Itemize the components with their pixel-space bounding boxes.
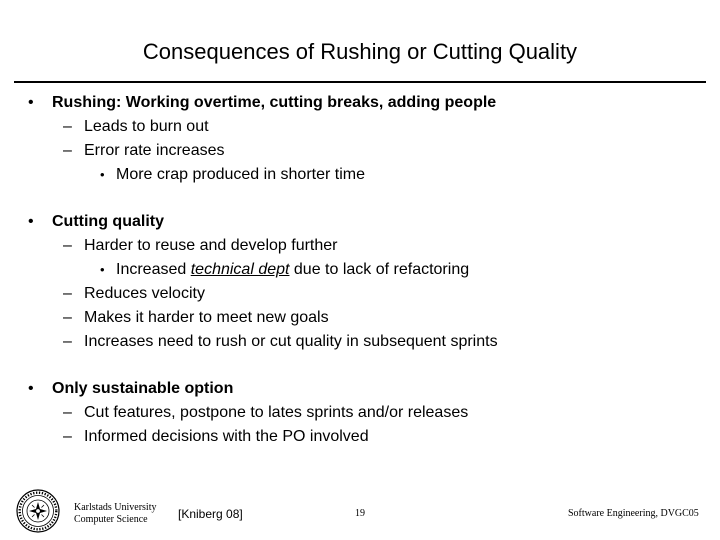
- subsub-prefix: Increased: [116, 261, 191, 278]
- footer-reference: [Kniberg 08]: [178, 507, 243, 521]
- footer-department: Computer Science: [74, 514, 148, 525]
- bullet-1-text: Rushing: Working overtime, cutting breaks, adding people: [52, 94, 497, 111]
- sub-marker: –: [63, 118, 72, 135]
- bullet-2-sub-1-sub-1: [116, 260, 469, 280]
- bullet-2-sub-3: Makes it harder to meet new goals: [84, 309, 329, 326]
- subsub-marker: •: [100, 262, 105, 277]
- bullet-3-text: Only sustainable option: [52, 380, 234, 397]
- sub-marker: –: [63, 285, 72, 302]
- bullet-2-text: Cutting quality: [52, 213, 164, 230]
- bullet-1-sub-2-sub-1: More crap produced in shorter time: [116, 166, 365, 183]
- bullet-1-sub-1: Leads to burn out: [84, 118, 209, 135]
- footer-course: Software Engineering, DVGC05: [568, 508, 699, 519]
- sub-marker: –: [63, 428, 72, 445]
- subsub-marker: •: [100, 167, 105, 182]
- bullet-3-sub-1: Cut features, postpone to lates sprints and/or releases: [84, 404, 469, 421]
- footer-university: Karlstads University: [74, 502, 157, 513]
- bullet-2-sub-1: Harder to reuse and develop further: [84, 237, 338, 254]
- sub-marker: –: [63, 142, 72, 159]
- bullet-2-sub-4: Increases need to rush or cut quality in subsequent sprints: [84, 333, 498, 350]
- title-divider: [14, 81, 706, 83]
- page-number: 19: [355, 508, 365, 519]
- sub-marker: –: [63, 404, 72, 421]
- sub-marker: –: [63, 333, 72, 350]
- slide-title: Consequences of Rushing or Cutting Quality: [142, 39, 578, 64]
- bullet-marker: •: [28, 380, 34, 397]
- bullet-marker: •: [28, 213, 34, 230]
- bullet-marker: •: [28, 94, 34, 111]
- bullet-2-sub-2: Reduces velocity: [84, 285, 205, 302]
- sub-marker: –: [63, 309, 72, 326]
- university-seal-icon: [16, 489, 60, 533]
- technical-debt-link[interactable]: technical dept: [190, 261, 290, 278]
- subsub-suffix: due to lack of refactoring: [289, 261, 470, 278]
- bullet-1-sub-2: Error rate increases: [84, 142, 225, 159]
- sub-marker: –: [63, 237, 72, 254]
- bullet-3-sub-2: Informed decisions with the PO involved: [84, 428, 369, 445]
